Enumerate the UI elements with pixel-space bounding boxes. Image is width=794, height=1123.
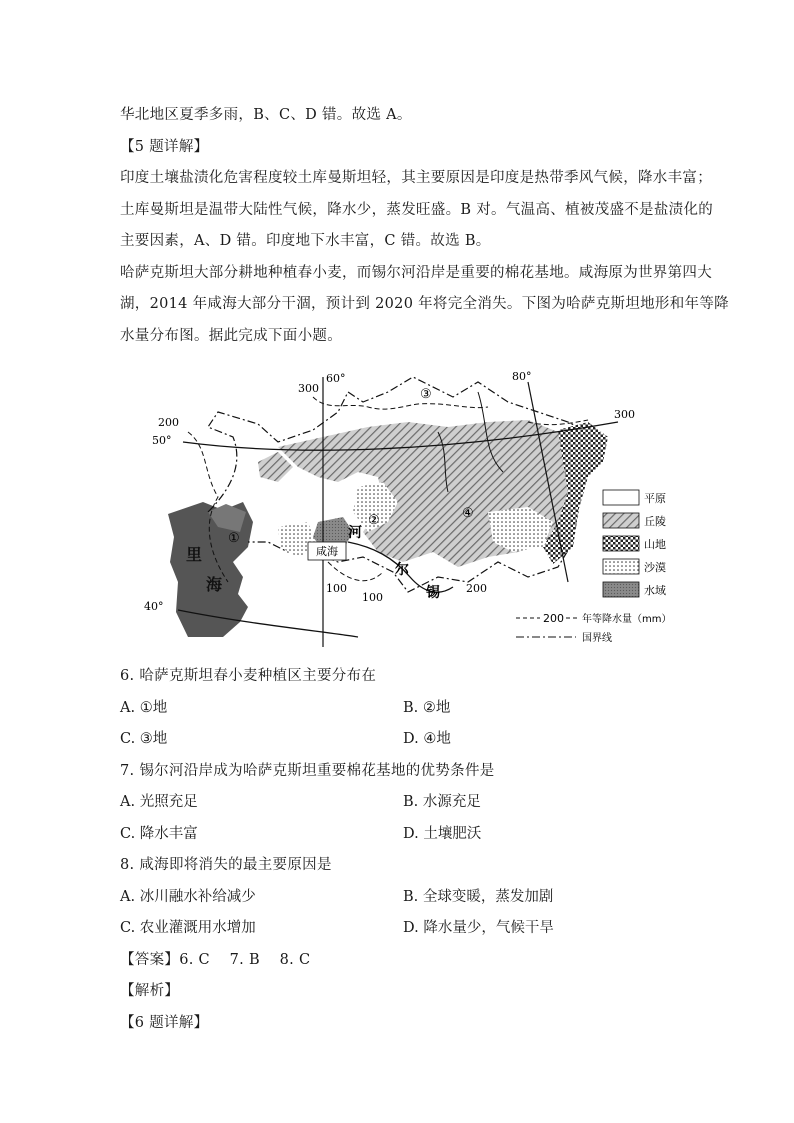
question-7-stem: 7. 锡尔河沿岸成为哈萨克斯坦重要棉花基地的优势条件是 (120, 763, 495, 779)
legend-desert: 沙漠 (644, 561, 666, 574)
question-8-option-b[interactable]: B. 全球变暖，蒸发加剧 (403, 889, 554, 905)
question-8-option-a[interactable]: A. 冰川融水补给减少 (120, 889, 256, 905)
marker-3: ③ (420, 387, 432, 402)
legend-mountain: 山地 (644, 538, 666, 551)
question-7-option-b[interactable]: B. 水源充足 (403, 794, 481, 810)
isohyet-label-100-a: 100 (326, 582, 347, 595)
question-7-option-a[interactable]: A. 光照充足 (120, 794, 198, 810)
question-6-option-c[interactable]: C. ③地 (120, 731, 168, 747)
aral-sea-label: 咸海 (316, 545, 338, 558)
question-6-stem: 6. 哈萨克斯坦春小麦种植区主要分布在 (120, 668, 377, 684)
legend-border: 国界线 (582, 633, 612, 644)
question-8-option-c[interactable]: C. 农业灌溉用水增加 (120, 920, 256, 936)
lon-80-label: 80° (512, 370, 532, 383)
isohyet-label-300-right: 300 (614, 408, 635, 421)
question-8-option-d[interactable]: D. 降水量少，气候干旱 (403, 920, 554, 936)
paragraph-line-1: 华北地区夏季多雨，B、C、D 错。故选 A。 (120, 107, 412, 123)
kazakhstan-terrain-precipitation-map (144, 352, 672, 652)
isohyet-100 (328, 562, 383, 581)
lat-40-label: 40° (144, 600, 164, 613)
river-label-1: 河 (348, 525, 362, 541)
paragraph-line-8: 水量分布图。据此完成下面小题。 (120, 328, 342, 344)
legend-water: 水域 (644, 584, 666, 597)
legend-plain: 平原 (644, 492, 666, 505)
caspian-sea-label-1: 里 (186, 545, 203, 564)
legend-hills: 丘陵 (644, 515, 666, 528)
question-6-option-d[interactable]: D. ④地 (403, 731, 451, 747)
paragraph-line-5: 主要因素，A、D 错。印度地下水丰富，C 错。故选 B。 (120, 233, 491, 249)
question-6-option-b[interactable]: B. ②地 (403, 700, 451, 716)
caspian-sea-label-2: 海 (206, 575, 223, 594)
river-label-3: 锡 (426, 585, 440, 601)
section-heading-q6-detail: 【6 题详解】 (120, 1015, 209, 1031)
isohyet-label-200-left: 200 (158, 416, 179, 429)
question-7-option-c[interactable]: C. 降水丰富 (120, 826, 198, 842)
marker-1: ① (228, 531, 240, 546)
isohyet-label-300-left: 300 (298, 382, 319, 395)
marker-2: ② (368, 513, 380, 528)
section-heading-q5-detail: 【5 题详解】 (120, 139, 209, 155)
question-8-stem: 8. 咸海即将消失的最主要原因是 (120, 857, 332, 873)
lat-50-label: 50° (152, 434, 172, 447)
isohyet-label-200-right: 200 (466, 582, 487, 595)
paragraph-line-3: 印度土壤盐渍化危害程度较土库曼斯坦轻，其主要原因是印度是热带季风气候，降水丰富； (120, 170, 712, 186)
isohyet-label-100-b: 100 (362, 591, 383, 604)
paragraph-line-4: 土库曼斯坦是温带大陆性气候，降水少，蒸发旺盛。B 对。气温高、植被茂盛不是盐渍化的 (120, 202, 714, 218)
isohyet-300-left (313, 397, 488, 409)
paragraph-line-7: 湖，2014 年咸海大部分干涸，预计到 2020 年将完全消失。下图为哈萨克斯坦地形和年等降 (120, 296, 729, 312)
paragraph-line-6: 哈萨克斯坦大部分耕地种植春小麦，而锡尔河沿岸是重要的棉花基地。咸海原为世界第四大 (120, 265, 712, 281)
legend-isohyet: 年等降水量（mm） (582, 614, 672, 625)
marker-4: ④ (462, 506, 474, 521)
answer-line: 【答案】6. C 7. B 8. C (120, 952, 311, 968)
river-label-2: 尔 (395, 562, 409, 578)
legend-isohyet-value: 200 (543, 612, 564, 625)
question-6-option-a[interactable]: A. ①地 (120, 700, 168, 716)
question-7-option-d[interactable]: D. 土壤肥沃 (403, 826, 482, 842)
analysis-heading: 【解析】 (120, 983, 180, 999)
lon-60-label: 60° (326, 372, 346, 385)
